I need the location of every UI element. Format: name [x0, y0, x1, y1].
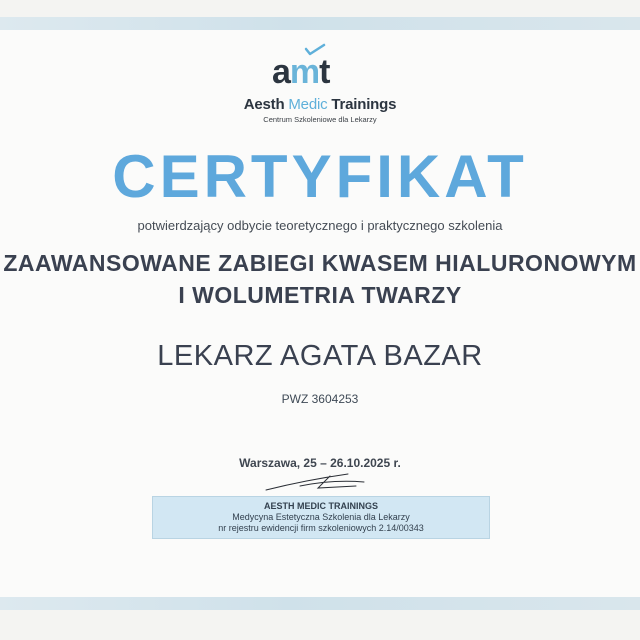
pwz-number: PWZ 3604253	[281, 392, 359, 406]
company-stamp	[152, 496, 490, 539]
logo-subtitle: Centrum Szkoleniowe dla Lekarzy	[263, 115, 377, 124]
logo-name-medic: Medic	[288, 96, 328, 113]
course-title	[0, 247, 640, 311]
logo-letter-a: a	[272, 53, 290, 91]
stamp-line2: nr rejestru ewidencji firm szkoleniowych 2.14/00343	[218, 523, 424, 533]
course-title-line2: I WOLUMETRIA TWARZY	[178, 282, 462, 308]
logo-wordmark	[272, 52, 329, 92]
signature-image	[260, 470, 370, 496]
bottom-decorative-band	[0, 597, 640, 610]
logo-letter-t: t	[319, 53, 330, 91]
course-title-line1: ZAAWANSOWANE ZABIEGI KWASEM HIALURONOWYM	[3, 250, 637, 276]
top-decorative-band	[0, 17, 640, 30]
certificate-title: CERTYFIKAT	[112, 143, 528, 210]
logo-letter-m: m	[289, 53, 320, 91]
stamp-line1: Medycyna Estetyczna Szkolenia dla Lekarzy	[232, 512, 410, 522]
certificate-subtitle: potwierdzający odbycie teoretycznego i praktycznego szkolenia	[137, 218, 503, 233]
logo-name-pre: Aesth	[243, 96, 289, 113]
place-and-date: Warszawa, 25 – 26.10.2025 r.	[239, 456, 401, 470]
logo-company-name	[0, 96, 640, 113]
logo-name-post: Trainings	[327, 96, 397, 113]
recipient-name: LEKARZ AGATA BAZAR	[157, 340, 483, 372]
stamp-title: AESTH MEDIC TRAININGS	[263, 501, 378, 511]
